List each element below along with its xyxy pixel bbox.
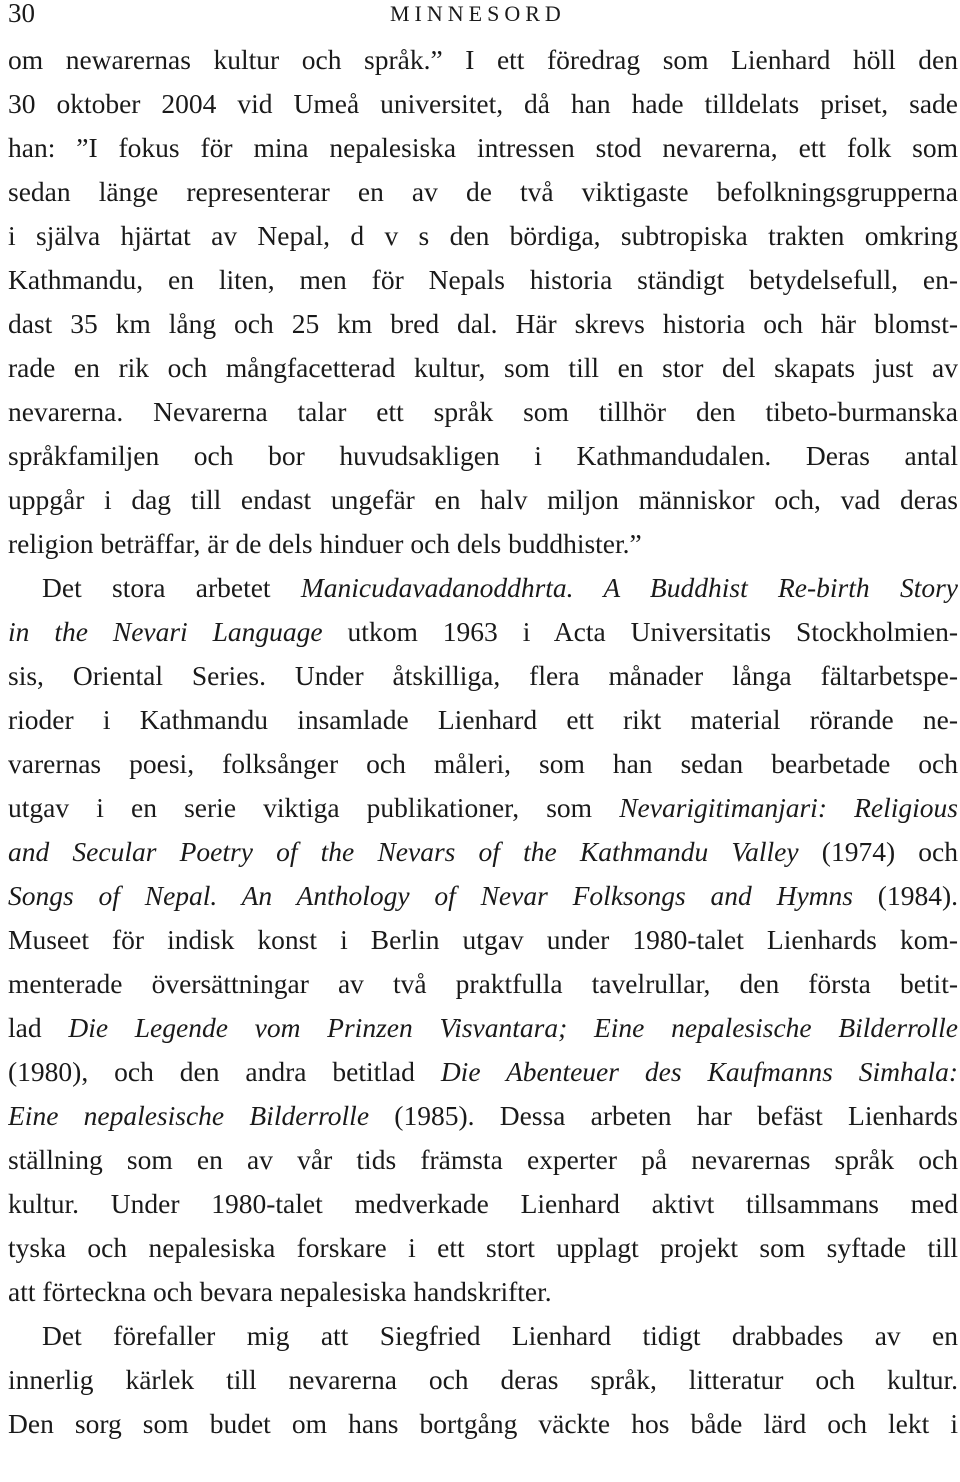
text-line bbox=[8, 82, 958, 126]
text-line bbox=[8, 830, 958, 874]
text-line bbox=[8, 1182, 958, 1226]
text-segment: Det stora arbetet bbox=[42, 572, 301, 603]
text-segment: Det förefaller mig att Siegfried Lienhard tidigt drabbades av en bbox=[42, 1320, 958, 1351]
text-segment: rade en rik och mångfacetterad kultur, som till en stor del skapats just av bbox=[8, 352, 958, 383]
text-segment: han: ”I fokus för mina nepalesiska intressen stod nevarerna, ett folk som bbox=[8, 132, 958, 163]
text-segment: utkom 1963 i Acta Universitatis Stockholmien- bbox=[322, 616, 958, 647]
italic-title: Eine nepalesische Bilderrolle bbox=[8, 1100, 370, 1131]
text-line bbox=[8, 654, 958, 698]
text-line bbox=[8, 786, 958, 830]
text-segment: att förteckna och bevara nepalesiska handskrifter. bbox=[8, 1276, 552, 1307]
text-segment: (1980), och den andra betitlad bbox=[8, 1056, 441, 1087]
text-segment: dast 35 km lång och 25 km bred dal. Här skrevs historia och här blomst- bbox=[8, 308, 958, 339]
text-line bbox=[8, 1226, 958, 1270]
text-segment: uppgår i dag till endast ungefär en halv miljon människor och, vad deras bbox=[8, 484, 958, 515]
text-line bbox=[8, 38, 958, 82]
text-segment: lad bbox=[8, 1012, 69, 1043]
text-segment: innerlig kärlek till nevarerna och deras språk, litteratur och kultur. bbox=[8, 1364, 958, 1395]
text-line bbox=[8, 1006, 958, 1050]
text-segment: om newarernas kultur och språk.” I ett föredrag som Lienhard höll den bbox=[8, 44, 958, 75]
text-segment: varernas poesi, folksånger och måleri, som han sedan bearbetade och bbox=[8, 748, 958, 779]
page-number: 30 bbox=[8, 0, 35, 28]
text-segment: (1974) och bbox=[798, 836, 958, 867]
text-segment: utgav i en serie viktiga publikationer, som bbox=[8, 792, 620, 823]
italic-title: Die Abenteuer des Kaufmanns Simhala: bbox=[440, 1056, 958, 1087]
text-line bbox=[8, 698, 958, 742]
text-line bbox=[8, 1314, 958, 1358]
text-segment: Museet för indisk konst i Berlin utgav under 1980-talet Lienhards kom- bbox=[8, 924, 958, 955]
text-line bbox=[8, 346, 958, 390]
text-line bbox=[8, 610, 958, 654]
text-segment: språkfamiljen och bor huvudsakligen i Kathmandudalen. Deras antal bbox=[8, 440, 958, 471]
text-line bbox=[8, 1270, 958, 1314]
text-line bbox=[8, 1358, 958, 1402]
text-line bbox=[8, 742, 958, 786]
text-segment: sis, Oriental Series. Under åtskilliga, flera månader långa fältarbetspe- bbox=[8, 660, 958, 691]
text-segment: menterade översättningar av två praktfulla tavelrullar, den första betit- bbox=[8, 968, 958, 999]
text-line bbox=[8, 1138, 958, 1182]
text-segment: Kathmandu, en liten, men för Nepals historia ständigt betydelsefull, en- bbox=[8, 264, 958, 295]
text-line bbox=[8, 566, 958, 610]
italic-title: Manicudavadanoddhrta. A Buddhist Re-birth Story bbox=[300, 572, 958, 603]
text-line bbox=[8, 214, 958, 258]
text-segment: nevarerna. Nevarerna talar ett språk som tillhör den tibeto-burmanska bbox=[8, 396, 958, 427]
italic-title: and Secular Poetry of the Nevars of the Kathmandu Valley bbox=[8, 836, 799, 867]
italic-title: Songs of Nepal. An Anthology of Nevar Folksongs and Hymns bbox=[8, 880, 853, 911]
text-segment: kultur. Under 1980-talet medverkade Lienhard aktivt tillsammans med bbox=[8, 1188, 958, 1219]
text-line bbox=[8, 126, 958, 170]
italic-title: in the Nevari Language bbox=[8, 616, 323, 647]
text-segment: (1984). bbox=[852, 880, 958, 911]
text-line bbox=[8, 258, 958, 302]
text-segment: religion beträffar, är de dels hinduer och dels buddhister.” bbox=[8, 528, 642, 559]
text-segment: rioder i Kathmandu insamlade Lienhard ett rikt material rörande ne- bbox=[8, 704, 958, 735]
page-header bbox=[8, 0, 958, 30]
italic-title: Die Legende vom Prinzen Visvantara; Eine nepalesische Bilderrolle bbox=[68, 1012, 958, 1043]
text-segment: sedan länge representerar en av de två viktigaste befolkningsgrupperna bbox=[8, 176, 958, 207]
text-line bbox=[8, 478, 958, 522]
text-line bbox=[8, 522, 958, 566]
italic-title: Nevarigitimanjari: Religious bbox=[619, 792, 958, 823]
text-line bbox=[8, 1094, 958, 1138]
body-text bbox=[8, 38, 958, 1446]
text-segment: (1985). Dessa arbeten har befäst Lienhards bbox=[369, 1100, 958, 1131]
text-line bbox=[8, 170, 958, 214]
text-segment: tyska och nepalesiska forskare i ett stort upplagt projekt som syftade till bbox=[8, 1232, 958, 1263]
text-line bbox=[8, 1402, 958, 1446]
text-line bbox=[8, 390, 958, 434]
text-line bbox=[8, 1050, 958, 1094]
running-head: MINNESORD bbox=[390, 1, 566, 26]
text-line bbox=[8, 302, 958, 346]
text-line bbox=[8, 962, 958, 1006]
text-segment: 30 oktober 2004 vid Umeå universitet, då han hade tilldelats priset, sade bbox=[8, 88, 958, 119]
text-line bbox=[8, 434, 958, 478]
text-line bbox=[8, 874, 958, 918]
text-segment: i själva hjärtat av Nepal, d v s den bördiga, subtropiska trakten omkring bbox=[8, 220, 958, 251]
text-segment: ställning som en av vår tids främsta experter på nevarernas språk och bbox=[8, 1144, 958, 1175]
text-segment: Den sorg som budet om hans bortgång väckte hos både lärd och lekt i bbox=[8, 1408, 958, 1439]
text-line bbox=[8, 918, 958, 962]
